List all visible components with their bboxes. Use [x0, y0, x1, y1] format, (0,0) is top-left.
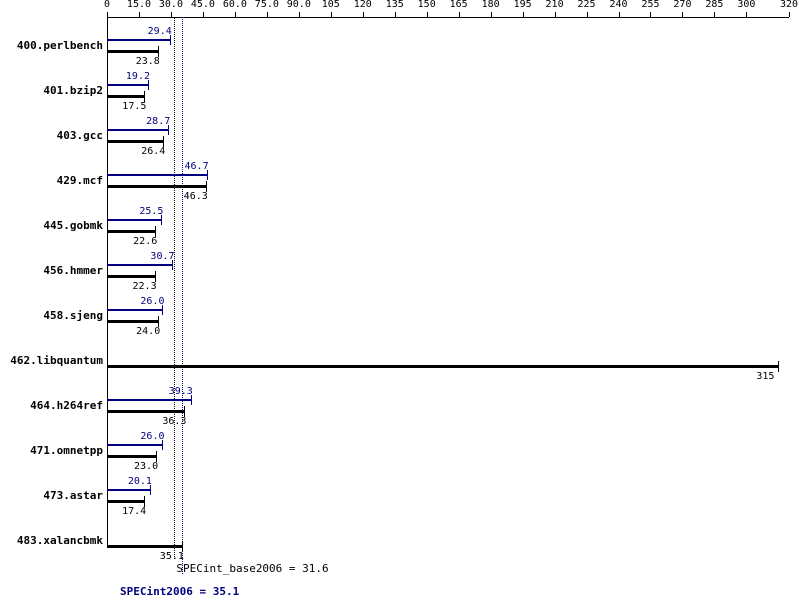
benchmark-label: 462.libquantum [10, 354, 103, 367]
bar-peak [107, 309, 162, 311]
x-axis-tick-label: 320 [779, 0, 799, 10]
x-axis-tick-label: 45.0 [190, 0, 215, 10]
x-axis-tick [139, 12, 140, 17]
bar-base-value: 315 [756, 371, 775, 382]
bar-peak-value: 30.7 [150, 251, 175, 262]
x-axis-tick-label: 240 [609, 0, 628, 10]
peak-mean-label: SPECint2006 = 35.1 [120, 585, 240, 598]
bar-base [107, 95, 144, 98]
bar-peak-value: 46.7 [184, 161, 209, 172]
benchmark-label: 471.omnetpp [30, 444, 103, 457]
x-axis-line [107, 17, 789, 18]
x-axis-tick [203, 12, 204, 17]
bar-peak-value: 29.4 [147, 26, 172, 37]
bar-peak [107, 444, 162, 446]
bar-base [107, 545, 182, 548]
base-mean-label: SPECint_base2006 = 31.6 [176, 562, 329, 575]
x-axis-tick-label: 30.0 [158, 0, 183, 10]
bar-base-value: 17.5 [122, 101, 147, 112]
x-axis-tick [555, 12, 556, 17]
x-axis-tick-label: 210 [545, 0, 564, 10]
bar-base-value: 17.4 [122, 506, 147, 517]
benchmark-label: 400.perlbench [16, 39, 103, 52]
x-axis-tick [459, 12, 460, 17]
benchmark-label: 445.gobmk [43, 219, 103, 232]
bar-base-value: 36.3 [162, 416, 187, 427]
x-axis-tick-label: 285 [705, 0, 724, 10]
x-axis-tick [682, 12, 683, 17]
benchmark-label: 401.bzip2 [43, 84, 103, 97]
x-axis-tick [714, 12, 715, 17]
x-axis-tick [235, 12, 236, 17]
benchmark-label: 473.astar [43, 489, 103, 502]
bar-base [107, 500, 144, 503]
bar-base [107, 410, 184, 413]
benchmark-label: 458.sjeng [43, 309, 103, 322]
x-axis-tick-label: 75.0 [254, 0, 279, 10]
bar-base-value: 46.3 [183, 191, 208, 202]
x-axis-tick-label: 255 [641, 0, 660, 10]
bar-base [107, 230, 155, 233]
x-axis-tick-label: 60.0 [222, 0, 247, 10]
bar-base-value: 23.8 [135, 56, 160, 67]
bar-peak [107, 174, 207, 176]
bar-base-value: 22.3 [132, 281, 157, 292]
x-axis-tick [587, 12, 588, 17]
bar-base [107, 185, 206, 188]
x-axis-tick-label: 90.0 [286, 0, 311, 10]
x-axis-tick-label: 225 [577, 0, 596, 10]
bar-peak [107, 399, 191, 401]
x-axis-tick [427, 12, 428, 17]
base-mean-line [174, 17, 175, 559]
bar-peak [107, 129, 168, 131]
x-axis-tick-label: 0 [103, 0, 111, 10]
x-axis-tick [299, 12, 300, 17]
bar-peak [107, 489, 150, 491]
bar-base [107, 455, 156, 458]
bar-peak-value: 26.0 [140, 296, 165, 307]
x-axis-tick-label: 120 [353, 0, 372, 10]
x-axis-tick [789, 12, 790, 17]
bar-base-value: 23.0 [134, 461, 159, 472]
peak-mean-line [182, 17, 183, 574]
bar-peak [107, 84, 148, 86]
bar-base [107, 365, 778, 368]
x-axis-tick [171, 12, 172, 17]
bar-base [107, 320, 158, 323]
bar-peak [107, 219, 161, 221]
x-axis-tick-label: 165 [449, 0, 468, 10]
x-axis-tick-label: 195 [513, 0, 532, 10]
bar-base [107, 140, 163, 143]
x-axis-tick-label: 15.0 [126, 0, 152, 10]
x-axis-tick [395, 12, 396, 17]
x-axis-tick [267, 12, 268, 17]
bar-peak-value: 26.0 [140, 431, 165, 442]
benchmark-label: 429.mcf [56, 174, 103, 187]
bar-peak-value: 19.2 [125, 71, 150, 82]
bar-peak-value: 39.3 [168, 386, 193, 397]
x-axis-tick [363, 12, 364, 17]
bar-base [107, 50, 158, 53]
x-axis-tick-label: 105 [321, 0, 340, 10]
benchmark-label: 483.xalancbmk [16, 534, 103, 547]
bar-peak [107, 264, 172, 266]
bar-base-value: 26.4 [141, 146, 166, 157]
x-axis-tick-label: 180 [481, 0, 500, 10]
bar-base-value: 22.6 [133, 236, 158, 247]
x-axis-tick [491, 12, 492, 17]
bar-peak-value: 25.5 [139, 206, 164, 217]
x-axis-tick [650, 12, 651, 17]
benchmark-label: 403.gcc [56, 129, 103, 142]
bar-base [107, 275, 155, 278]
bar-base-cap [778, 361, 779, 372]
bar-base-value: 35.1 [159, 551, 184, 562]
x-axis-tick [523, 12, 524, 17]
x-axis-tick-label: 270 [673, 0, 692, 10]
bar-peak [107, 39, 170, 41]
bar-peak-value: 20.1 [127, 476, 152, 487]
bar-base-value: 24.0 [136, 326, 161, 337]
x-axis-tick-label: 150 [417, 0, 436, 10]
bar-peak-value: 28.7 [146, 116, 171, 127]
x-axis-tick-label: 135 [385, 0, 404, 10]
benchmark-label: 456.hmmer [43, 264, 103, 277]
x-axis-tick [746, 12, 747, 17]
x-axis-tick-label: 300 [737, 0, 756, 10]
x-axis-tick [331, 12, 332, 17]
benchmark-label: 464.h264ref [30, 399, 103, 412]
x-axis-tick [619, 12, 620, 17]
